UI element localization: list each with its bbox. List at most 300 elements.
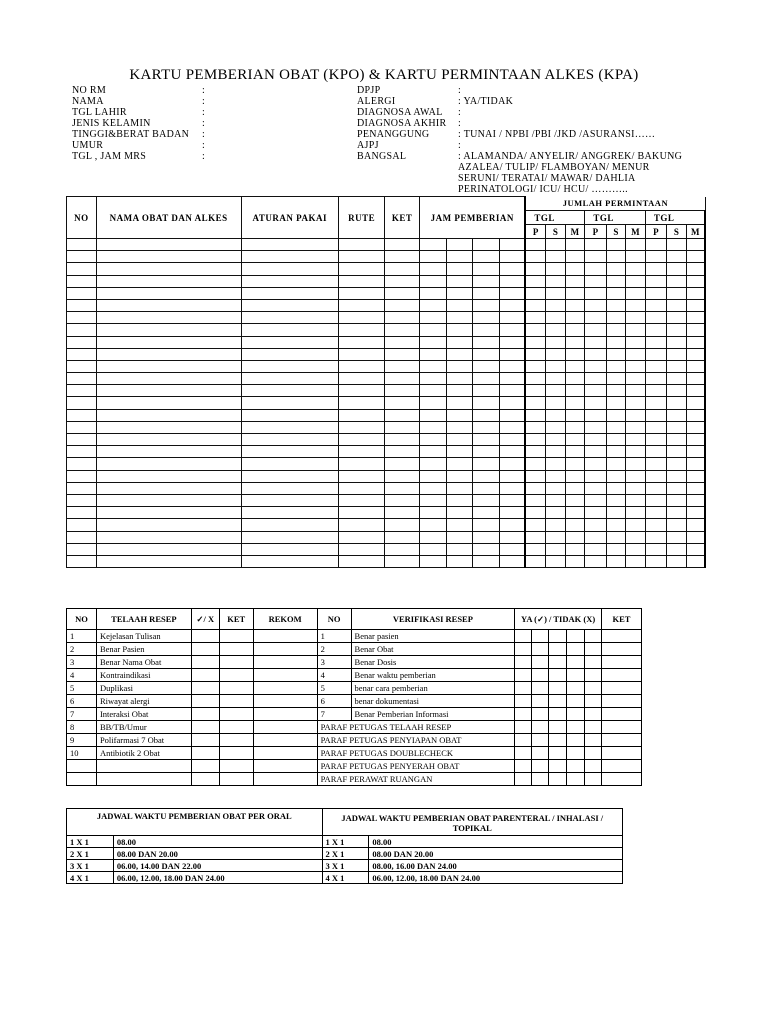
table-cell[interactable] xyxy=(446,421,473,433)
ket-cell[interactable] xyxy=(219,695,253,708)
table-cell[interactable] xyxy=(645,385,667,397)
table-cell[interactable] xyxy=(420,519,447,531)
table-cell[interactable] xyxy=(667,494,687,506)
ya-tidak-cell[interactable] xyxy=(532,643,549,656)
table-cell[interactable] xyxy=(241,519,339,531)
table-cell[interactable] xyxy=(241,507,339,519)
ket-cell[interactable] xyxy=(219,682,253,695)
table-cell[interactable] xyxy=(420,434,447,446)
ya-tidak-cell[interactable] xyxy=(567,773,585,786)
rekom-cell[interactable] xyxy=(253,630,317,643)
table-cell[interactable] xyxy=(565,543,585,555)
table-cell[interactable] xyxy=(420,251,447,263)
table-cell[interactable] xyxy=(96,397,241,409)
ya-tidak-cell[interactable] xyxy=(549,656,567,669)
table-cell[interactable] xyxy=(67,507,97,519)
table-cell[interactable] xyxy=(473,275,500,287)
ket-cell[interactable] xyxy=(219,773,253,786)
table-cell[interactable] xyxy=(585,324,607,336)
table-cell[interactable] xyxy=(420,421,447,433)
table-cell[interactable] xyxy=(667,458,687,470)
table-cell[interactable] xyxy=(385,507,420,519)
ya-tidak-cell[interactable] xyxy=(515,669,532,682)
table-cell[interactable] xyxy=(626,555,646,567)
table-cell[interactable] xyxy=(420,446,447,458)
table-cell[interactable] xyxy=(606,531,626,543)
table-cell[interactable] xyxy=(546,397,566,409)
table-cell[interactable] xyxy=(667,434,687,446)
table-cell[interactable] xyxy=(96,494,241,506)
table-cell[interactable] xyxy=(339,312,385,324)
table-cell[interactable] xyxy=(565,421,585,433)
table-cell[interactable] xyxy=(96,543,241,555)
table-cell[interactable] xyxy=(525,482,546,494)
table-cell[interactable] xyxy=(686,507,705,519)
table-cell[interactable] xyxy=(585,458,607,470)
table-cell[interactable] xyxy=(241,470,339,482)
table-cell[interactable] xyxy=(420,470,447,482)
ket-cell[interactable] xyxy=(601,760,641,773)
table-cell[interactable] xyxy=(500,263,526,275)
table-cell[interactable] xyxy=(626,385,646,397)
ket-cell[interactable] xyxy=(601,721,641,734)
table-cell[interactable] xyxy=(686,239,705,251)
table-cell[interactable] xyxy=(339,263,385,275)
table-cell[interactable] xyxy=(96,385,241,397)
table-cell[interactable] xyxy=(446,555,473,567)
table-cell[interactable] xyxy=(500,299,526,311)
table-cell[interactable] xyxy=(645,470,667,482)
table-cell[interactable] xyxy=(565,287,585,299)
table-cell[interactable] xyxy=(585,470,607,482)
table-cell[interactable] xyxy=(667,373,687,385)
table-cell[interactable] xyxy=(686,397,705,409)
table-cell[interactable] xyxy=(473,409,500,421)
table-cell[interactable] xyxy=(446,263,473,275)
table-cell[interactable] xyxy=(339,299,385,311)
table-cell[interactable] xyxy=(667,385,687,397)
ya-tidak-cell[interactable] xyxy=(549,630,567,643)
table-cell[interactable] xyxy=(241,373,339,385)
ya-tidak-cell[interactable] xyxy=(585,695,602,708)
ya-tidak-cell[interactable] xyxy=(532,773,549,786)
table-cell[interactable] xyxy=(420,409,447,421)
table-cell[interactable] xyxy=(686,421,705,433)
table-cell[interactable] xyxy=(565,239,585,251)
table-cell[interactable] xyxy=(565,531,585,543)
table-cell[interactable] xyxy=(446,458,473,470)
table-cell[interactable] xyxy=(626,470,646,482)
table-cell[interactable] xyxy=(606,507,626,519)
table-cell[interactable] xyxy=(385,373,420,385)
table-cell[interactable] xyxy=(667,421,687,433)
table-cell[interactable] xyxy=(546,373,566,385)
table-cell[interactable] xyxy=(500,397,526,409)
table-cell[interactable] xyxy=(585,299,607,311)
table-cell[interactable] xyxy=(626,251,646,263)
table-cell[interactable] xyxy=(525,287,546,299)
table-cell[interactable] xyxy=(67,312,97,324)
ya-tidak-cell[interactable] xyxy=(567,747,585,760)
table-cell[interactable] xyxy=(67,360,97,372)
table-cell[interactable] xyxy=(546,482,566,494)
table-cell[interactable] xyxy=(96,470,241,482)
table-cell[interactable] xyxy=(473,494,500,506)
table-cell[interactable] xyxy=(420,494,447,506)
ya-tidak-cell[interactable] xyxy=(515,747,532,760)
rekom-cell[interactable] xyxy=(253,747,317,760)
ya-tidak-cell[interactable] xyxy=(567,760,585,773)
table-cell[interactable] xyxy=(500,360,526,372)
table-cell[interactable] xyxy=(667,348,687,360)
table-cell[interactable] xyxy=(500,385,526,397)
table-cell[interactable] xyxy=(473,312,500,324)
table-cell[interactable] xyxy=(339,397,385,409)
table-cell[interactable] xyxy=(626,263,646,275)
table-cell[interactable] xyxy=(667,446,687,458)
ket-cell[interactable] xyxy=(601,669,641,682)
table-cell[interactable] xyxy=(385,312,420,324)
table-cell[interactable] xyxy=(67,385,97,397)
table-cell[interactable] xyxy=(67,458,97,470)
table-cell[interactable] xyxy=(241,446,339,458)
ya-tidak-cell[interactable] xyxy=(515,682,532,695)
table-cell[interactable] xyxy=(667,507,687,519)
table-cell[interactable] xyxy=(67,287,97,299)
table-cell[interactable] xyxy=(385,239,420,251)
table-cell[interactable] xyxy=(500,373,526,385)
table-cell[interactable] xyxy=(96,531,241,543)
table-cell[interactable] xyxy=(339,458,385,470)
table-cell[interactable] xyxy=(241,287,339,299)
ya-tidak-cell[interactable] xyxy=(515,773,532,786)
table-cell[interactable] xyxy=(339,434,385,446)
table-cell[interactable] xyxy=(96,312,241,324)
table-cell[interactable] xyxy=(420,397,447,409)
table-cell[interactable] xyxy=(525,312,546,324)
table-cell[interactable] xyxy=(686,385,705,397)
table-cell[interactable] xyxy=(500,409,526,421)
table-cell[interactable] xyxy=(606,385,626,397)
ket-cell[interactable] xyxy=(219,630,253,643)
table-cell[interactable] xyxy=(525,409,546,421)
table-cell[interactable] xyxy=(626,531,646,543)
table-cell[interactable] xyxy=(241,312,339,324)
table-cell[interactable] xyxy=(420,543,447,555)
table-cell[interactable] xyxy=(667,239,687,251)
table-cell[interactable] xyxy=(585,251,607,263)
table-cell[interactable] xyxy=(546,519,566,531)
table-cell[interactable] xyxy=(565,324,585,336)
table-cell[interactable] xyxy=(667,543,687,555)
table-cell[interactable] xyxy=(667,409,687,421)
table-cell[interactable] xyxy=(446,360,473,372)
check-cell[interactable] xyxy=(191,630,219,643)
table-cell[interactable] xyxy=(667,263,687,275)
table-cell[interactable] xyxy=(667,470,687,482)
table-cell[interactable] xyxy=(385,324,420,336)
table-cell[interactable] xyxy=(96,434,241,446)
table-cell[interactable] xyxy=(667,324,687,336)
table-cell[interactable] xyxy=(626,543,646,555)
table-cell[interactable] xyxy=(446,312,473,324)
table-cell[interactable] xyxy=(473,373,500,385)
table-cell[interactable] xyxy=(565,251,585,263)
check-cell[interactable] xyxy=(191,708,219,721)
ket-cell[interactable] xyxy=(601,747,641,760)
table-cell[interactable] xyxy=(606,470,626,482)
table-cell[interactable] xyxy=(645,494,667,506)
table-cell[interactable] xyxy=(420,239,447,251)
ya-tidak-cell[interactable] xyxy=(549,669,567,682)
table-cell[interactable] xyxy=(626,275,646,287)
table-cell[interactable] xyxy=(667,555,687,567)
ya-tidak-cell[interactable] xyxy=(515,760,532,773)
ya-tidak-cell[interactable] xyxy=(585,630,602,643)
table-cell[interactable] xyxy=(606,482,626,494)
table-cell[interactable] xyxy=(626,519,646,531)
table-cell[interactable] xyxy=(525,324,546,336)
table-cell[interactable] xyxy=(546,434,566,446)
table-cell[interactable] xyxy=(241,421,339,433)
table-cell[interactable] xyxy=(626,458,646,470)
table-cell[interactable] xyxy=(96,446,241,458)
table-cell[interactable] xyxy=(525,531,546,543)
table-cell[interactable] xyxy=(686,458,705,470)
table-cell[interactable] xyxy=(546,239,566,251)
table-cell[interactable] xyxy=(385,519,420,531)
table-cell[interactable] xyxy=(420,360,447,372)
table-cell[interactable] xyxy=(606,263,626,275)
table-cell[interactable] xyxy=(96,239,241,251)
table-cell[interactable] xyxy=(565,409,585,421)
table-cell[interactable] xyxy=(645,409,667,421)
ya-tidak-cell[interactable] xyxy=(585,708,602,721)
ket-cell[interactable] xyxy=(601,734,641,747)
ya-tidak-cell[interactable] xyxy=(585,682,602,695)
table-cell[interactable] xyxy=(446,299,473,311)
table-cell[interactable] xyxy=(686,434,705,446)
table-cell[interactable] xyxy=(606,348,626,360)
table-cell[interactable] xyxy=(473,555,500,567)
table-cell[interactable] xyxy=(500,531,526,543)
table-cell[interactable] xyxy=(446,324,473,336)
table-cell[interactable] xyxy=(241,531,339,543)
table-cell[interactable] xyxy=(473,287,500,299)
table-cell[interactable] xyxy=(626,348,646,360)
table-cell[interactable] xyxy=(686,275,705,287)
table-cell[interactable] xyxy=(585,360,607,372)
table-cell[interactable] xyxy=(686,251,705,263)
table-cell[interactable] xyxy=(626,312,646,324)
table-cell[interactable] xyxy=(473,397,500,409)
ket-cell[interactable] xyxy=(219,708,253,721)
table-cell[interactable] xyxy=(565,385,585,397)
table-cell[interactable] xyxy=(626,421,646,433)
table-cell[interactable] xyxy=(686,494,705,506)
table-cell[interactable] xyxy=(446,251,473,263)
table-cell[interactable] xyxy=(606,446,626,458)
table-cell[interactable] xyxy=(473,482,500,494)
table-cell[interactable] xyxy=(446,482,473,494)
ya-tidak-cell[interactable] xyxy=(532,721,549,734)
ya-tidak-cell[interactable] xyxy=(549,760,567,773)
table-cell[interactable] xyxy=(339,336,385,348)
ya-tidak-cell[interactable] xyxy=(585,760,602,773)
table-cell[interactable] xyxy=(473,348,500,360)
table-cell[interactable] xyxy=(339,446,385,458)
ya-tidak-cell[interactable] xyxy=(515,656,532,669)
table-cell[interactable] xyxy=(385,385,420,397)
table-cell[interactable] xyxy=(339,543,385,555)
table-cell[interactable] xyxy=(645,275,667,287)
ket-cell[interactable] xyxy=(219,721,253,734)
table-cell[interactable] xyxy=(667,531,687,543)
table-cell[interactable] xyxy=(667,360,687,372)
table-cell[interactable] xyxy=(565,555,585,567)
table-cell[interactable] xyxy=(241,336,339,348)
table-cell[interactable] xyxy=(446,470,473,482)
table-cell[interactable] xyxy=(67,519,97,531)
table-cell[interactable] xyxy=(686,470,705,482)
table-cell[interactable] xyxy=(565,482,585,494)
table-cell[interactable] xyxy=(241,434,339,446)
table-cell[interactable] xyxy=(585,555,607,567)
rekom-cell[interactable] xyxy=(253,643,317,656)
table-cell[interactable] xyxy=(339,409,385,421)
table-cell[interactable] xyxy=(339,373,385,385)
ya-tidak-cell[interactable] xyxy=(532,695,549,708)
table-cell[interactable] xyxy=(420,373,447,385)
ya-tidak-cell[interactable] xyxy=(567,669,585,682)
table-cell[interactable] xyxy=(606,409,626,421)
table-cell[interactable] xyxy=(645,434,667,446)
table-cell[interactable] xyxy=(585,263,607,275)
table-cell[interactable] xyxy=(525,446,546,458)
table-cell[interactable] xyxy=(385,470,420,482)
table-cell[interactable] xyxy=(385,275,420,287)
ya-tidak-cell[interactable] xyxy=(585,656,602,669)
table-cell[interactable] xyxy=(500,458,526,470)
table-cell[interactable] xyxy=(446,275,473,287)
table-cell[interactable] xyxy=(446,543,473,555)
ya-tidak-cell[interactable] xyxy=(549,682,567,695)
table-cell[interactable] xyxy=(626,494,646,506)
table-cell[interactable] xyxy=(565,446,585,458)
ket-cell[interactable] xyxy=(601,695,641,708)
table-cell[interactable] xyxy=(686,287,705,299)
table-cell[interactable] xyxy=(546,299,566,311)
table-cell[interactable] xyxy=(500,239,526,251)
check-cell[interactable] xyxy=(191,656,219,669)
table-cell[interactable] xyxy=(626,299,646,311)
table-cell[interactable] xyxy=(686,446,705,458)
ya-tidak-cell[interactable] xyxy=(515,643,532,656)
table-cell[interactable] xyxy=(546,555,566,567)
ya-tidak-cell[interactable] xyxy=(567,630,585,643)
ket-cell[interactable] xyxy=(219,669,253,682)
check-cell[interactable] xyxy=(191,695,219,708)
table-cell[interactable] xyxy=(420,324,447,336)
ya-tidak-cell[interactable] xyxy=(549,721,567,734)
table-cell[interactable] xyxy=(645,360,667,372)
table-cell[interactable] xyxy=(339,482,385,494)
table-cell[interactable] xyxy=(686,373,705,385)
table-cell[interactable] xyxy=(67,531,97,543)
table-cell[interactable] xyxy=(585,348,607,360)
table-cell[interactable] xyxy=(385,434,420,446)
table-cell[interactable] xyxy=(339,555,385,567)
table-cell[interactable] xyxy=(241,275,339,287)
table-cell[interactable] xyxy=(626,397,646,409)
table-cell[interactable] xyxy=(96,482,241,494)
table-cell[interactable] xyxy=(645,421,667,433)
table-cell[interactable] xyxy=(67,434,97,446)
table-cell[interactable] xyxy=(500,421,526,433)
table-cell[interactable] xyxy=(420,458,447,470)
table-cell[interactable] xyxy=(446,434,473,446)
table-cell[interactable] xyxy=(385,458,420,470)
table-cell[interactable] xyxy=(546,543,566,555)
table-cell[interactable] xyxy=(585,482,607,494)
rekom-cell[interactable] xyxy=(253,734,317,747)
ya-tidak-cell[interactable] xyxy=(532,760,549,773)
table-cell[interactable] xyxy=(339,324,385,336)
table-cell[interactable] xyxy=(585,434,607,446)
table-cell[interactable] xyxy=(565,519,585,531)
table-cell[interactable] xyxy=(645,458,667,470)
table-cell[interactable] xyxy=(473,263,500,275)
table-cell[interactable] xyxy=(686,531,705,543)
table-cell[interactable] xyxy=(96,458,241,470)
table-cell[interactable] xyxy=(385,287,420,299)
table-cell[interactable] xyxy=(446,287,473,299)
table-cell[interactable] xyxy=(67,263,97,275)
table-cell[interactable] xyxy=(67,336,97,348)
table-cell[interactable] xyxy=(385,348,420,360)
table-cell[interactable] xyxy=(546,458,566,470)
table-cell[interactable] xyxy=(525,263,546,275)
table-cell[interactable] xyxy=(67,397,97,409)
table-cell[interactable] xyxy=(606,373,626,385)
table-cell[interactable] xyxy=(67,446,97,458)
table-cell[interactable] xyxy=(96,507,241,519)
table-cell[interactable] xyxy=(645,348,667,360)
table-cell[interactable] xyxy=(67,421,97,433)
table-cell[interactable] xyxy=(96,348,241,360)
table-cell[interactable] xyxy=(585,373,607,385)
table-cell[interactable] xyxy=(606,360,626,372)
table-cell[interactable] xyxy=(446,494,473,506)
table-cell[interactable] xyxy=(67,470,97,482)
table-cell[interactable] xyxy=(626,434,646,446)
table-cell[interactable] xyxy=(686,519,705,531)
table-cell[interactable] xyxy=(585,312,607,324)
table-cell[interactable] xyxy=(525,458,546,470)
table-cell[interactable] xyxy=(606,324,626,336)
table-cell[interactable] xyxy=(525,239,546,251)
table-cell[interactable] xyxy=(420,275,447,287)
table-cell[interactable] xyxy=(385,397,420,409)
ya-tidak-cell[interactable] xyxy=(585,747,602,760)
ket-cell[interactable] xyxy=(219,656,253,669)
table-cell[interactable] xyxy=(645,336,667,348)
table-cell[interactable] xyxy=(585,543,607,555)
table-cell[interactable] xyxy=(606,251,626,263)
ya-tidak-cell[interactable] xyxy=(549,695,567,708)
check-cell[interactable] xyxy=(191,682,219,695)
table-cell[interactable] xyxy=(67,348,97,360)
